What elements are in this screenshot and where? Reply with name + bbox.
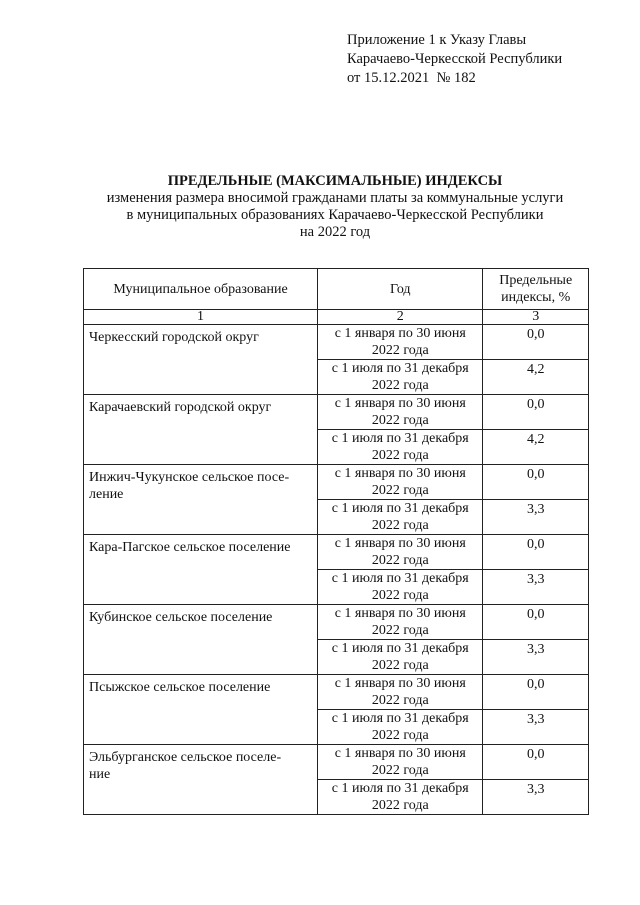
period-cell [318, 360, 483, 395]
period-line-2: 2022 года [371, 728, 429, 743]
index-value-cell: 0,0 [483, 325, 589, 360]
table-row [84, 605, 589, 640]
index-value-cell: 3,3 [483, 780, 589, 815]
period-cell [318, 710, 483, 745]
period-line-2: 2022 года [371, 588, 429, 603]
period-line-1: с 1 июля по 31 декабря [331, 781, 469, 796]
index-value-cell: 0,0 [483, 605, 589, 640]
index-value-cell: 0,0 [483, 535, 589, 570]
index-value-cell: 4,2 [483, 430, 589, 465]
annex-line-3: от 15.12.2021 № 182 [347, 70, 476, 86]
municipality-cell: Псыжское сельское поселение [84, 675, 318, 745]
column-number: 3 [483, 310, 589, 325]
period-line-2: 2022 года [371, 518, 429, 533]
index-value-cell: 0,0 [483, 675, 589, 710]
municipality-cell: Карачаевский городской округ [84, 395, 318, 465]
indices-table [83, 268, 589, 815]
period-line-1: с 1 января по 30 июня [334, 536, 466, 551]
heading-line-4: на 2022 год [299, 224, 371, 240]
period-cell [318, 570, 483, 605]
table-row [84, 395, 589, 430]
period-line-1: с 1 января по 30 июня [334, 746, 466, 761]
period-line-1: с 1 июля по 31 декабря [331, 431, 469, 446]
period-line-2: 2022 года [371, 413, 429, 428]
column-number: 1 [84, 310, 318, 325]
period-line-1: с 1 июля по 31 декабря [331, 711, 469, 726]
period-line-2: 2022 года [371, 448, 429, 463]
period-line-2: 2022 года [371, 623, 429, 638]
period-line-2: 2022 года [371, 693, 429, 708]
period-cell [318, 500, 483, 535]
period-cell [318, 465, 483, 500]
heading-line-3: в муниципальных образованиях Карачаево-Черкесской Республики [126, 207, 544, 223]
period-line-1: с 1 июля по 31 декабря [331, 501, 469, 516]
period-line-2: 2022 года [371, 553, 429, 568]
period-line-2: 2022 года [371, 658, 429, 673]
column-number: 2 [318, 310, 483, 325]
period-line-1: с 1 июля по 31 декабря [331, 361, 469, 376]
table-row [84, 745, 589, 780]
period-line-1: с 1 июля по 31 декабря [331, 641, 469, 656]
municipality-cell: Кубинское сельское поселение [84, 605, 318, 675]
index-value-cell: 0,0 [483, 465, 589, 500]
period-line-1: с 1 января по 30 июня [334, 326, 466, 341]
period-cell [318, 675, 483, 710]
municipality-cell: Кара-Пагское сельское поселение [84, 535, 318, 605]
index-value-cell: 3,3 [483, 570, 589, 605]
period-cell [318, 780, 483, 815]
table-row [84, 675, 589, 710]
period-line-1: с 1 января по 30 июня [334, 396, 466, 411]
period-cell [318, 430, 483, 465]
period-cell [318, 395, 483, 430]
annex-line-1: Приложение 1 к Указу Главы [347, 32, 527, 48]
municipality-cell: Эльбурганское сельское поселе- ние [84, 745, 318, 815]
period-line-2: 2022 года [371, 378, 429, 393]
header-indices [483, 269, 589, 310]
municipality-cell: Инжич-Чукунское сельское посе- ление [84, 465, 318, 535]
period-line-1: с 1 июля по 31 декабря [331, 571, 469, 586]
document-heading [60, 172, 610, 241]
heading-line-2: изменения размера вносимой гражданами платы за коммунальные услуги [106, 190, 564, 206]
column-number-row [84, 310, 589, 325]
period-line-2: 2022 года [371, 763, 429, 778]
period-cell [318, 745, 483, 780]
annex-line-2: Карачаево-Черкесской Республики [347, 51, 563, 67]
table-row [84, 535, 589, 570]
period-cell [318, 535, 483, 570]
table-row [84, 325, 589, 360]
period-line-1: с 1 января по 30 июня [334, 466, 466, 481]
index-value-cell: 4,2 [483, 360, 589, 395]
annex-reference [347, 31, 562, 88]
period-cell [318, 325, 483, 360]
index-value-cell: 3,3 [483, 710, 589, 745]
table-header-row [84, 269, 589, 310]
period-line-1: с 1 января по 30 июня [334, 606, 466, 621]
period-line-2: 2022 года [371, 343, 429, 358]
period-line-1: с 1 января по 30 июня [334, 676, 466, 691]
header-indices-line-1: Предельные [499, 273, 573, 288]
municipality-cell: Черкесский городской округ [84, 325, 318, 395]
period-cell [318, 605, 483, 640]
table-body [84, 325, 589, 815]
index-value-cell: 0,0 [483, 745, 589, 780]
header-indices-line-2: индексы, % [501, 290, 571, 305]
period-line-2: 2022 года [371, 798, 429, 813]
header-municipality: Муниципальное образование [84, 269, 318, 310]
period-cell [318, 640, 483, 675]
period-line-2: 2022 года [371, 483, 429, 498]
table-row [84, 465, 589, 500]
index-value-cell: 3,3 [483, 500, 589, 535]
header-year: Год [318, 269, 483, 310]
index-value-cell: 3,3 [483, 640, 589, 675]
document-title: ПРЕДЕЛЬНЫЕ (МАКСИМАЛЬНЫЕ) ИНДЕКСЫ [167, 173, 503, 189]
index-value-cell: 0,0 [483, 395, 589, 430]
